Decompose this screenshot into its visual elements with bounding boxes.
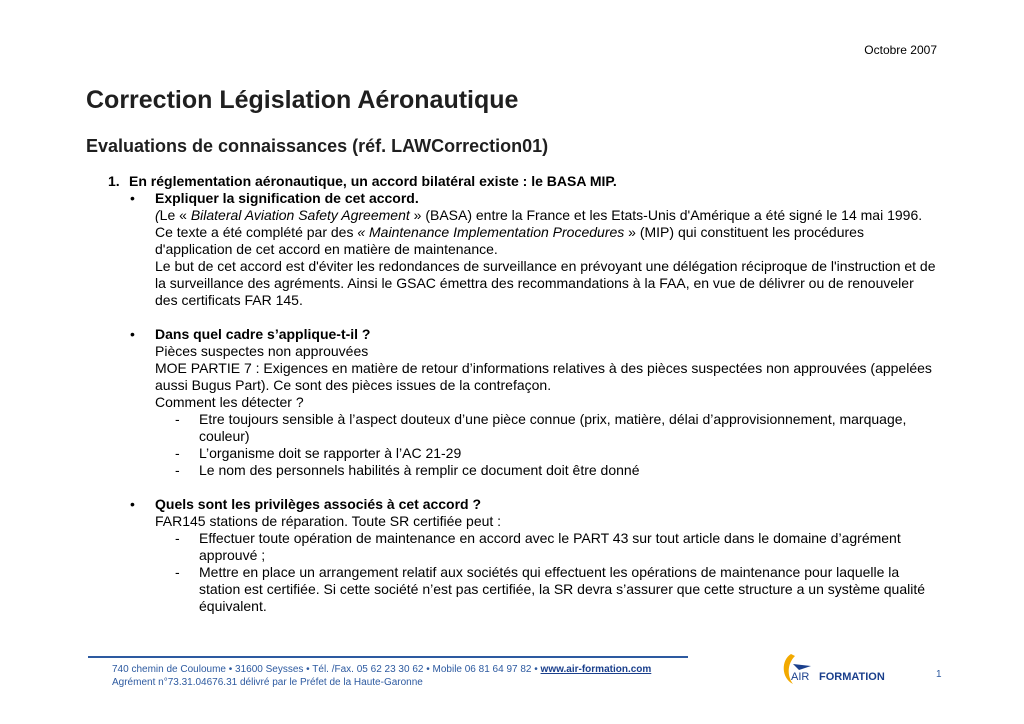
question-text: En réglementation aéronautique, un accord bilatéral existe : le BASA MIP. xyxy=(129,173,617,189)
text-fragment: « Maintenance Implementation Procedures xyxy=(357,224,625,240)
bullet-icon: • xyxy=(130,496,135,512)
dash-item xyxy=(108,564,940,615)
air-formation-logo xyxy=(777,650,897,690)
text-line: FAR145 stations de réparation. Toute SR certifiée peut : xyxy=(155,513,502,529)
text-fragment: Bilateral Aviation Safety Agreement xyxy=(190,207,410,223)
bullet-label: Dans quel cadre s’applique-t-il ? xyxy=(155,326,371,342)
dash-icon: - xyxy=(175,445,180,461)
logo-air-text: AIR xyxy=(791,671,810,683)
dash-text: Etre toujours sensible à l’aspect douteux d’une pièce connue (prix, matière, délai d’approvisionnement, marquage, couleur) xyxy=(199,411,907,444)
text-line: MOE PARTIE 7 : Exigences en matière de retour d’informations relatives à des pièces suspectées non approuvées (appelées aussi Bugus Part). Ce sont des pièces issues de la contrefaçon. xyxy=(155,360,932,393)
dash-item xyxy=(108,462,940,479)
document-body xyxy=(108,173,940,615)
dash-item xyxy=(108,530,940,564)
text-fragment: ( xyxy=(155,207,160,223)
question-1 xyxy=(108,173,940,190)
bullet-item-cadre xyxy=(108,326,940,411)
bullet-icon: • xyxy=(130,190,135,206)
logo-formation-text: FORMATION xyxy=(819,671,885,683)
page-title: Correction Législation Aéronautique xyxy=(86,86,519,114)
text-fragment: » (BASA) entre la France et les Etats-Unis d'Amérique a été signé le 14 mai 1996. Ce texte a été complété par des xyxy=(155,207,923,240)
bullet-label: Quels sont les privilèges associés à cet accord ? xyxy=(155,496,482,512)
text-line: Pièces suspectes non approuvées xyxy=(155,343,369,359)
dash-item xyxy=(108,411,940,445)
dash-text: L’organisme doit se rapporter à l’AC 21-29 xyxy=(199,445,462,461)
website-link[interactable]: www.air-formation.com xyxy=(540,664,652,675)
footer-divider xyxy=(88,656,688,658)
bullet-icon: • xyxy=(130,326,135,342)
text-line: Comment les détecter ? xyxy=(155,394,304,410)
page-number: 1 xyxy=(936,669,942,680)
bullet-item-privileges xyxy=(108,496,940,530)
footer-address xyxy=(112,663,651,689)
bullet-item-signification xyxy=(108,190,940,309)
page-subtitle: Evaluations de connaissances (réf. LAWCorrection01) xyxy=(86,136,549,156)
dash-icon: - xyxy=(175,564,180,580)
dash-icon: - xyxy=(175,530,180,546)
document-date: Octobre 2007 xyxy=(864,43,937,57)
text-fragment: Le « xyxy=(159,207,191,223)
dash-icon: - xyxy=(175,462,180,478)
dash-text: Le nom des personnels habilités à remplir ce document doit être donné xyxy=(199,462,640,478)
footer-contact: 740 chemin de Couloume • 31600 Seysses • Tél. /Fax. 05 62 23 30 62 • Mobile 06 81 64 97 82 • xyxy=(112,664,541,675)
question-number: 1. xyxy=(108,173,120,189)
text-fragment: » (MIP) qui constituent les procédures d'application de cet accord en matière de maintenance. xyxy=(155,224,864,257)
dash-icon: - xyxy=(175,411,180,427)
dash-text: Mettre en place un arrangement relatif aux sociétés qui effectuent les opérations de maintenance pour laquelle la station est certifiée. Si cette société n’est pas certifiée, la SR devra s’assurer que cette structure a un système qualité équivalent. xyxy=(199,564,926,614)
dash-item xyxy=(108,445,940,462)
paragraph-goal: Le but de cet accord est d'éviter les redondances de surveillance en prévoyant une délégation réciproque de l'instruction et de la surveillance des agréments. Ainsi le GSAC émettra des recommandations à la FAA, en vue de délivrer ou de renouveler des certificats FAR 145. xyxy=(155,258,936,308)
bullet-label: Expliquer la signification de cet accord. xyxy=(155,190,419,206)
paragraph-basa xyxy=(155,207,940,258)
footer-agreement: Agrément n°73.31.04676.31 délivré par le Préfet de la Haute-Garonne xyxy=(112,677,423,688)
dash-text: Effectuer toute opération de maintenance en accord avec le PART 43 sur tout article dans le domaine d’agrément approuvé ; xyxy=(199,530,901,563)
